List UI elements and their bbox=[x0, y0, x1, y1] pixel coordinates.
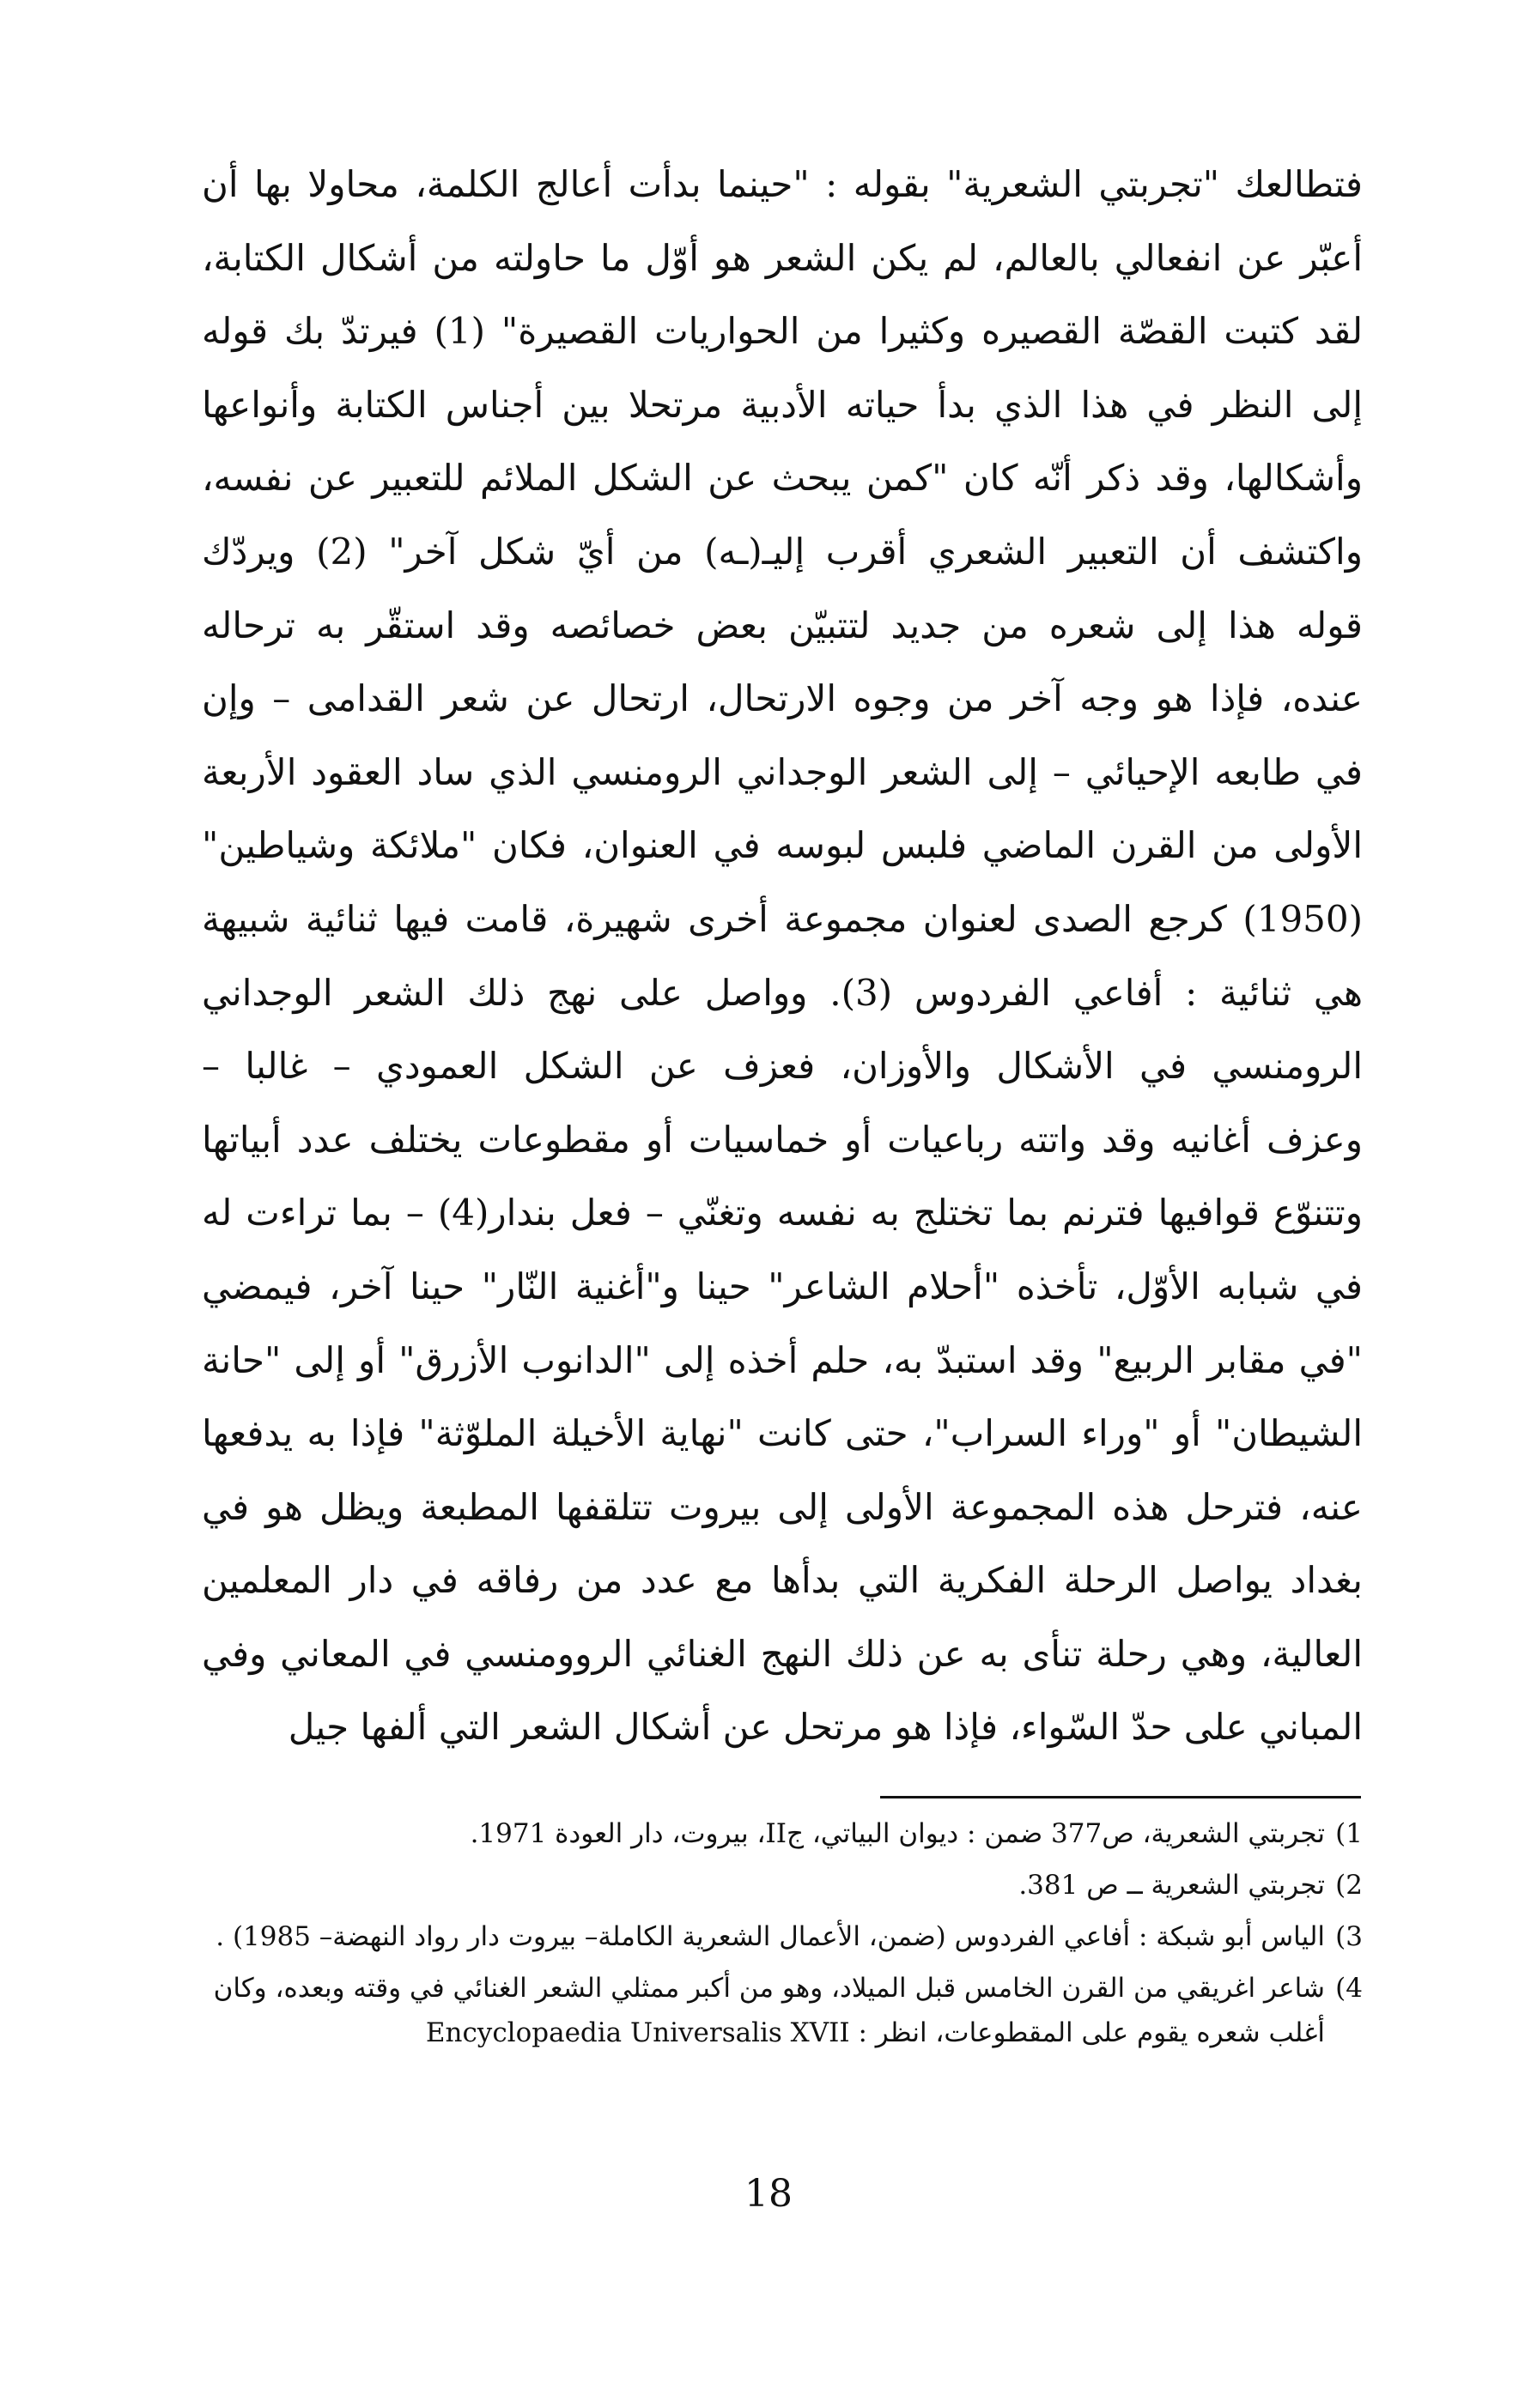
text-line: في طابعه الإحيائي – إلى الشعر الوجداني الرومنسي الذي ساد العقود الأربعة bbox=[202, 750, 1363, 793]
footnote-number: 2) bbox=[1335, 1870, 1363, 1901]
footnote-text: تجربتي الشعرية ــ ص 381. bbox=[1018, 1870, 1325, 1901]
text-line: وتتنوّع قوافيها فترنم بما تختلج به نفسه وتغنّي – فعل بندار(4) – بما تراءت له bbox=[202, 1192, 1363, 1234]
footnote bbox=[202, 1914, 1363, 1959]
text-line: (1950) كرجع الصدى لعنوان مجموعة أخرى شهيرة، قامت فيها ثنائية شبيهة bbox=[202, 897, 1363, 940]
footnote-separator bbox=[880, 1796, 1361, 1798]
text-line: الرومنسي في الأشكال والأوزان، فعزف عن الشكل العمودي – غالبا – bbox=[202, 1045, 1363, 1088]
footnote-text: تجربتي الشعرية، ص377 ضمن : ديوان البياتي، جII، بيروت، دار العودة 1971. bbox=[470, 1818, 1325, 1849]
text-line: الشيطان" أو "وراء السراب"، حتى كانت "نهاية الأخيلة الملوّثة" فإذا به يدفعها bbox=[202, 1412, 1363, 1455]
text-line: الأولى من القرن الماضي فلبس لبوسه في العنوان، فكان "ملائكة وشياطين" bbox=[202, 824, 1363, 867]
text-line: واكتشف أن التعبير الشعري أقرب إليـ(ـه) من أيّ شكل آخر" (2) ويردّك bbox=[202, 530, 1363, 573]
footnote bbox=[202, 1811, 1363, 1856]
text-line: عنه، فترحل هذه المجموعة الأولى إلى بيروت تتلقفها المطبعة ويظل هو في bbox=[202, 1485, 1363, 1528]
page-number: 18 bbox=[744, 2172, 793, 2216]
text-line: قوله هذا إلى شعره من جديد لتتبيّن بعض خصائصه وقد استقّر به ترحاله bbox=[202, 604, 1363, 646]
text-line: "في مقابر الربيع" وقد استبدّ به، حلم أخذه إلى "الدانوب الأزرق" أو إلى "حانة bbox=[202, 1338, 1363, 1381]
text-line: وعزف أغانيه وقد واتته رباعيات أو خماسيات أو مقطوعات يختلف عدد أبياتها bbox=[202, 1118, 1363, 1161]
footnotes bbox=[202, 1811, 1363, 2055]
text-line: بغداد يواصل الرحلة الفكرية التي بدأها مع عدد من رفاقه في دار المعلمين bbox=[202, 1559, 1363, 1602]
text-line: العالية، وهي رحلة تنأى به عن ذلك النهج الغنائي الروومنسي في المعاني وفي bbox=[202, 1632, 1363, 1675]
footnote-text: الياس أبو شبكة : أفاعي الفردوس (ضمن، الأعمال الشعرية الكاملة– بيروت دار رواد النهضة– 1985) . bbox=[216, 1921, 1325, 1952]
footnote-number: 4) bbox=[1335, 1973, 1363, 2004]
text-line: في شبابه الأوّل، تأخذه "أحلام الشاعر" حينا و"أغنية النّار" حينا آخر، فيمضي bbox=[202, 1265, 1363, 1307]
footnote bbox=[202, 1863, 1363, 1908]
text-line: وأشكالها، وقد ذكر أنّه كان "كمن يبحث عن الشكل الملائم للتعبير عن نفسه، bbox=[202, 457, 1363, 500]
footnote bbox=[202, 1966, 1363, 2055]
text-line: فتطالعك "تجربتي الشعرية" بقوله : "حينما بدأت أعالج الكلمة، محاولا بها أن bbox=[202, 163, 1363, 205]
footnote-text: شاعر اغريقي من القرن الخامس قبل الميلاد، وهو من أكبر ممثلي الشعر الغنائي في وقته وبعده، وكان أغلب شعره يقوم على المقطوعات، انظر : Encyclopaedia Universalis XVII bbox=[213, 1973, 1325, 2048]
text-line: أعبّر عن انفعالي بالعالم، لم يكن الشعر هو أوّل ما حاولته من أشكال الكتابة، bbox=[202, 236, 1363, 279]
footnote-number: 3) bbox=[1335, 1921, 1363, 1952]
text-line: هي ثنائية : أفاعي الفردوس (3). وواصل على نهج ذلك الشعر الوجداني bbox=[202, 971, 1363, 1014]
text-line: لقد كتبت القصّة القصيره وكثيرا من الحواريات القصيرة" (1) فيرتدّ بك قوله bbox=[202, 310, 1363, 353]
body-text bbox=[202, 148, 1363, 1764]
text-line: عنده، فإذا هو وجه آخر من وجوه الارتحال، ارتحال عن شعر القدامى – وإن bbox=[202, 677, 1363, 720]
footnote-number: 1) bbox=[1335, 1818, 1363, 1849]
text-line: إلى النظر في هذا الذي بدأ حياته الأدبية مرتحلا بين أجناس الكتابة وأنواعها bbox=[202, 383, 1363, 426]
text-line: المباني على حدّ السّواء، فإذا هو مرتحل عن أشكال الشعر التي ألفها جيل bbox=[288, 1706, 1363, 1749]
